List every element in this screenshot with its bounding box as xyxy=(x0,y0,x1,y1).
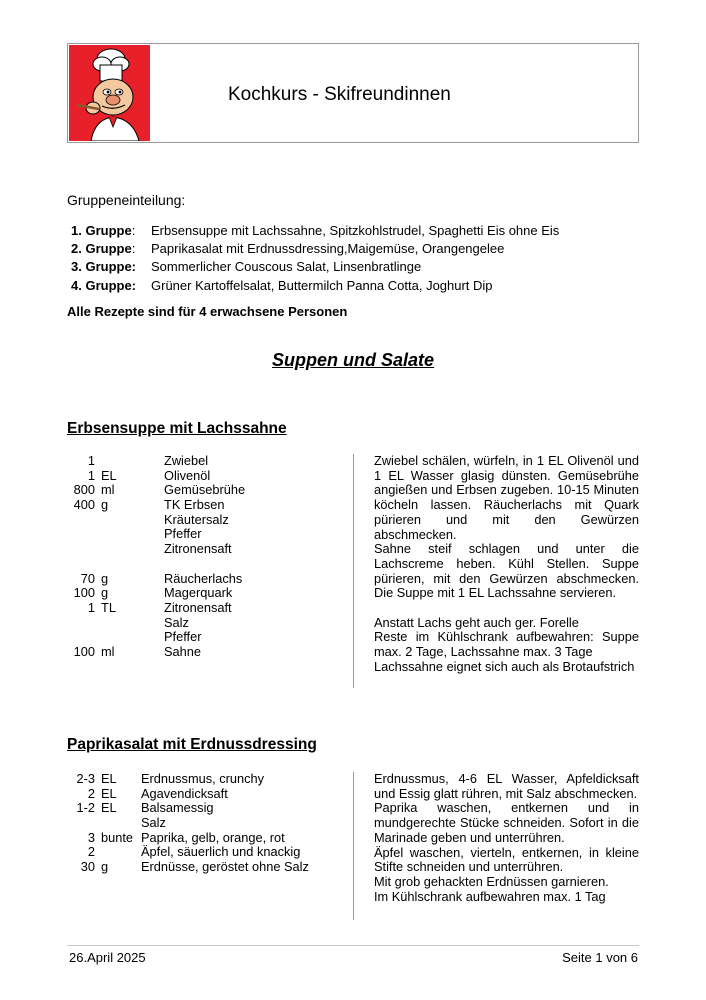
instructions xyxy=(374,454,639,675)
ingredient-unit: EL xyxy=(101,800,117,816)
ingredient-name: Salz xyxy=(164,614,189,630)
instruction-paragraph: Sahne steif schlagen und unter die Lachscreme heben. Kühl Stellen. Suppe pürieren, mit den Gewürzen abschmecken. Die Suppe mit 1 EL Lachssahne servieren. xyxy=(374,541,639,601)
ingredient-unit xyxy=(95,845,101,860)
footer-date: 26.April 2025 xyxy=(69,950,146,965)
ingredient-name: Salz xyxy=(141,815,166,831)
ingredient-unit xyxy=(95,616,101,631)
ingredient-unit: EL xyxy=(101,785,117,801)
ingredient-row xyxy=(67,557,347,572)
group-text: Sommerlicher Couscous Salat, Linsenbratlinge xyxy=(151,259,422,275)
group-label: 4. Gruppe: xyxy=(71,277,137,293)
group-row xyxy=(71,222,559,240)
ingredient-quantity: 800 xyxy=(73,482,95,498)
ingredient-unit: g xyxy=(101,585,109,601)
ingredient-quantity: 1 xyxy=(87,599,95,615)
ingredient-unit xyxy=(95,454,101,469)
ingredient-name: Erdnüsse, geröstet ohne Salz xyxy=(141,859,309,875)
ingredient-quantity: 1-2 xyxy=(76,800,95,816)
page-title: Kochkurs - Skifreundinnen xyxy=(228,84,451,105)
ingredient-quantity: 70 xyxy=(80,570,95,586)
ingredient-list xyxy=(67,454,347,660)
ingredient-name: Sahne xyxy=(164,643,202,659)
group-separator: : xyxy=(131,241,136,257)
ingredient-row xyxy=(67,469,347,484)
ingredient-name: Agavendicksaft xyxy=(141,785,228,801)
ingredient-name: Zitronensaft xyxy=(164,541,232,557)
footer-divider xyxy=(67,945,639,946)
ingredient-unit xyxy=(95,542,101,557)
ingredient-unit: g xyxy=(101,570,109,586)
ingredient-unit: EL xyxy=(101,467,117,483)
ingredient-quantity xyxy=(67,816,95,831)
ingredient-unit: EL xyxy=(101,771,117,786)
ingredient-quantity: 1 xyxy=(87,453,95,468)
ingredient-quantity: 1 xyxy=(87,467,95,483)
group-label: 2. Gruppe xyxy=(71,241,132,257)
ingredient-unit xyxy=(95,527,101,542)
instructions xyxy=(374,772,639,904)
ingredient-quantity: 100 xyxy=(73,643,95,659)
ingredient-row xyxy=(67,816,347,831)
ingredient-row xyxy=(67,801,347,816)
ingredient-name: Paprika, gelb, orange, rot xyxy=(141,829,285,845)
ingredient-row xyxy=(67,645,347,660)
instruction-paragraph: Anstatt Lachs geht auch ger. Forelle xyxy=(374,614,579,630)
ingredient-row xyxy=(67,601,347,616)
ingredient-row xyxy=(67,483,347,498)
persons-note: Alle Rezepte sind für 4 erwachsene Personen xyxy=(67,304,348,319)
ingredient-row xyxy=(67,513,347,528)
instruction-paragraph: Lachssahne eignet sich auch als Brotaufstrich xyxy=(374,658,635,674)
ingredient-name: Magerquark xyxy=(164,585,233,601)
ingredient-quantity xyxy=(67,513,95,528)
ingredient-row xyxy=(67,527,347,542)
ingredient-row xyxy=(67,787,347,802)
ingredient-unit: ml xyxy=(101,643,115,659)
instruction-paragraph: Äpfel waschen, vierteln, entkernen, in kleine Stifte schneiden und unterrühren. xyxy=(374,844,639,875)
ingredient-name: Äpfel, säuerlich und knackig xyxy=(141,844,301,860)
groups-heading: Gruppeneinteilung: xyxy=(67,192,186,208)
ingredient-unit: ml xyxy=(101,482,115,498)
instruction-paragraph: Erdnussmus, 4-6 EL Wasser, Apfeldicksaft und Essig glatt rühren, mit Salz abschmecken. xyxy=(374,771,639,801)
ingredient-row xyxy=(67,845,347,860)
ingredient-name: Balsamessig xyxy=(141,800,214,816)
section-title: Suppen und Salate xyxy=(271,350,435,370)
ingredient-quantity: 3 xyxy=(87,829,95,845)
group-label: 3. Gruppe: xyxy=(71,259,137,275)
ingredient-quantity xyxy=(67,616,95,631)
ingredient-quantity xyxy=(67,630,95,645)
ingredient-unit: g xyxy=(101,497,109,513)
ingredient-quantity: 2 xyxy=(87,785,95,801)
group-text: Grüner Kartoffelsalat, Buttermilch Panna Cotta, Joghurt Dip xyxy=(151,277,493,293)
ingredient-row xyxy=(67,772,347,787)
ingredient-row xyxy=(67,616,347,631)
ingredient-quantity xyxy=(67,557,95,572)
ingredient-unit xyxy=(95,816,101,831)
recipe-title: Erbsensuppe mit Lachssahne xyxy=(67,420,287,437)
ingredient-quantity xyxy=(67,527,95,542)
instruction-paragraph: Paprika waschen, entkernen und in mundgerechte Stücke schneiden. Sofort in die Marinade geben und unterrühren. xyxy=(374,800,639,845)
ingredient-row xyxy=(67,542,347,557)
instruction-paragraph: Zwiebel schälen, würfeln, in 1 EL Olivenöl und 1 EL Wasser glasig dünsten. Gemüsebrühe angießen und Erbsen zugeben. 10-15 Minuten köcheln lassen. Räucherlachs mit Quark pürieren und mit den Gewürzen abschmecken. xyxy=(374,453,639,542)
recipe-title: Paprikasalat mit Erdnussdressing xyxy=(67,736,317,753)
groups-list xyxy=(71,222,559,295)
ingredient-quantity: 30 xyxy=(80,859,95,875)
ingredient-unit: bunte xyxy=(101,829,134,845)
footer-page-number: Seite 1 von 6 xyxy=(562,950,638,965)
ingredient-row xyxy=(67,831,347,846)
ingredient-unit xyxy=(95,513,101,528)
column-divider xyxy=(353,772,354,920)
ingredient-name: Pfeffer xyxy=(164,629,202,645)
group-row xyxy=(71,277,559,295)
ingredient-row xyxy=(67,860,347,875)
ingredient-name: Zwiebel xyxy=(164,453,209,468)
ingredient-name: Pfeffer xyxy=(164,526,202,542)
ingredient-name: Gemüsebrühe xyxy=(164,482,246,498)
ingredient-name: TK Erbsen xyxy=(164,497,225,513)
ingredient-row xyxy=(67,586,347,601)
ingredient-quantity: 400 xyxy=(73,497,95,513)
ingredient-name: Kräutersalz xyxy=(164,511,229,527)
group-text: Paprikasalat mit Erdnussdressing,Maigemüse, Orangengelee xyxy=(151,241,505,257)
ingredient-row xyxy=(67,498,347,513)
ingredient-row xyxy=(67,630,347,645)
ingredient-unit xyxy=(95,557,101,572)
ingredient-row xyxy=(67,572,347,587)
ingredient-name: Räucherlachs xyxy=(164,570,243,586)
ingredient-row xyxy=(67,454,347,469)
chef-logo-image xyxy=(69,45,150,141)
ingredient-name: Zitronensaft xyxy=(164,599,232,615)
ingredient-quantity xyxy=(67,542,95,557)
ingredient-name: Erdnussmus, crunchy xyxy=(141,771,265,786)
group-text: Erbsensuppe mit Lachssahne, Spitzkohlstrudel, Spaghetti Eis ohne Eis xyxy=(151,223,560,238)
ingredient-quantity: 2-3 xyxy=(76,771,95,786)
ingredient-name: Olivenöl xyxy=(164,467,211,483)
header-box xyxy=(67,43,639,143)
ingredient-unit: TL xyxy=(101,599,116,615)
ingredient-unit: g xyxy=(101,859,109,875)
ingredient-list xyxy=(67,772,347,875)
group-row xyxy=(71,240,559,258)
ingredient-quantity: 2 xyxy=(87,844,95,860)
instruction-paragraph: Mit grob gehackten Erdnüssen garnieren. xyxy=(374,873,609,889)
instruction-paragraph: Im Kühlschrank aufbewahren max. 1 Tag xyxy=(374,888,606,904)
group-separator: : xyxy=(131,223,136,238)
ingredient-quantity: 100 xyxy=(73,585,95,601)
column-divider xyxy=(353,454,354,688)
instruction-paragraph: Reste im Kühlschrank aufbewahren: Suppe max. 2 Tage, Lachssahne max. 3 Tage xyxy=(374,629,639,660)
ingredient-unit xyxy=(95,630,101,645)
group-label: 1. Gruppe xyxy=(71,223,132,238)
group-row xyxy=(71,258,559,276)
